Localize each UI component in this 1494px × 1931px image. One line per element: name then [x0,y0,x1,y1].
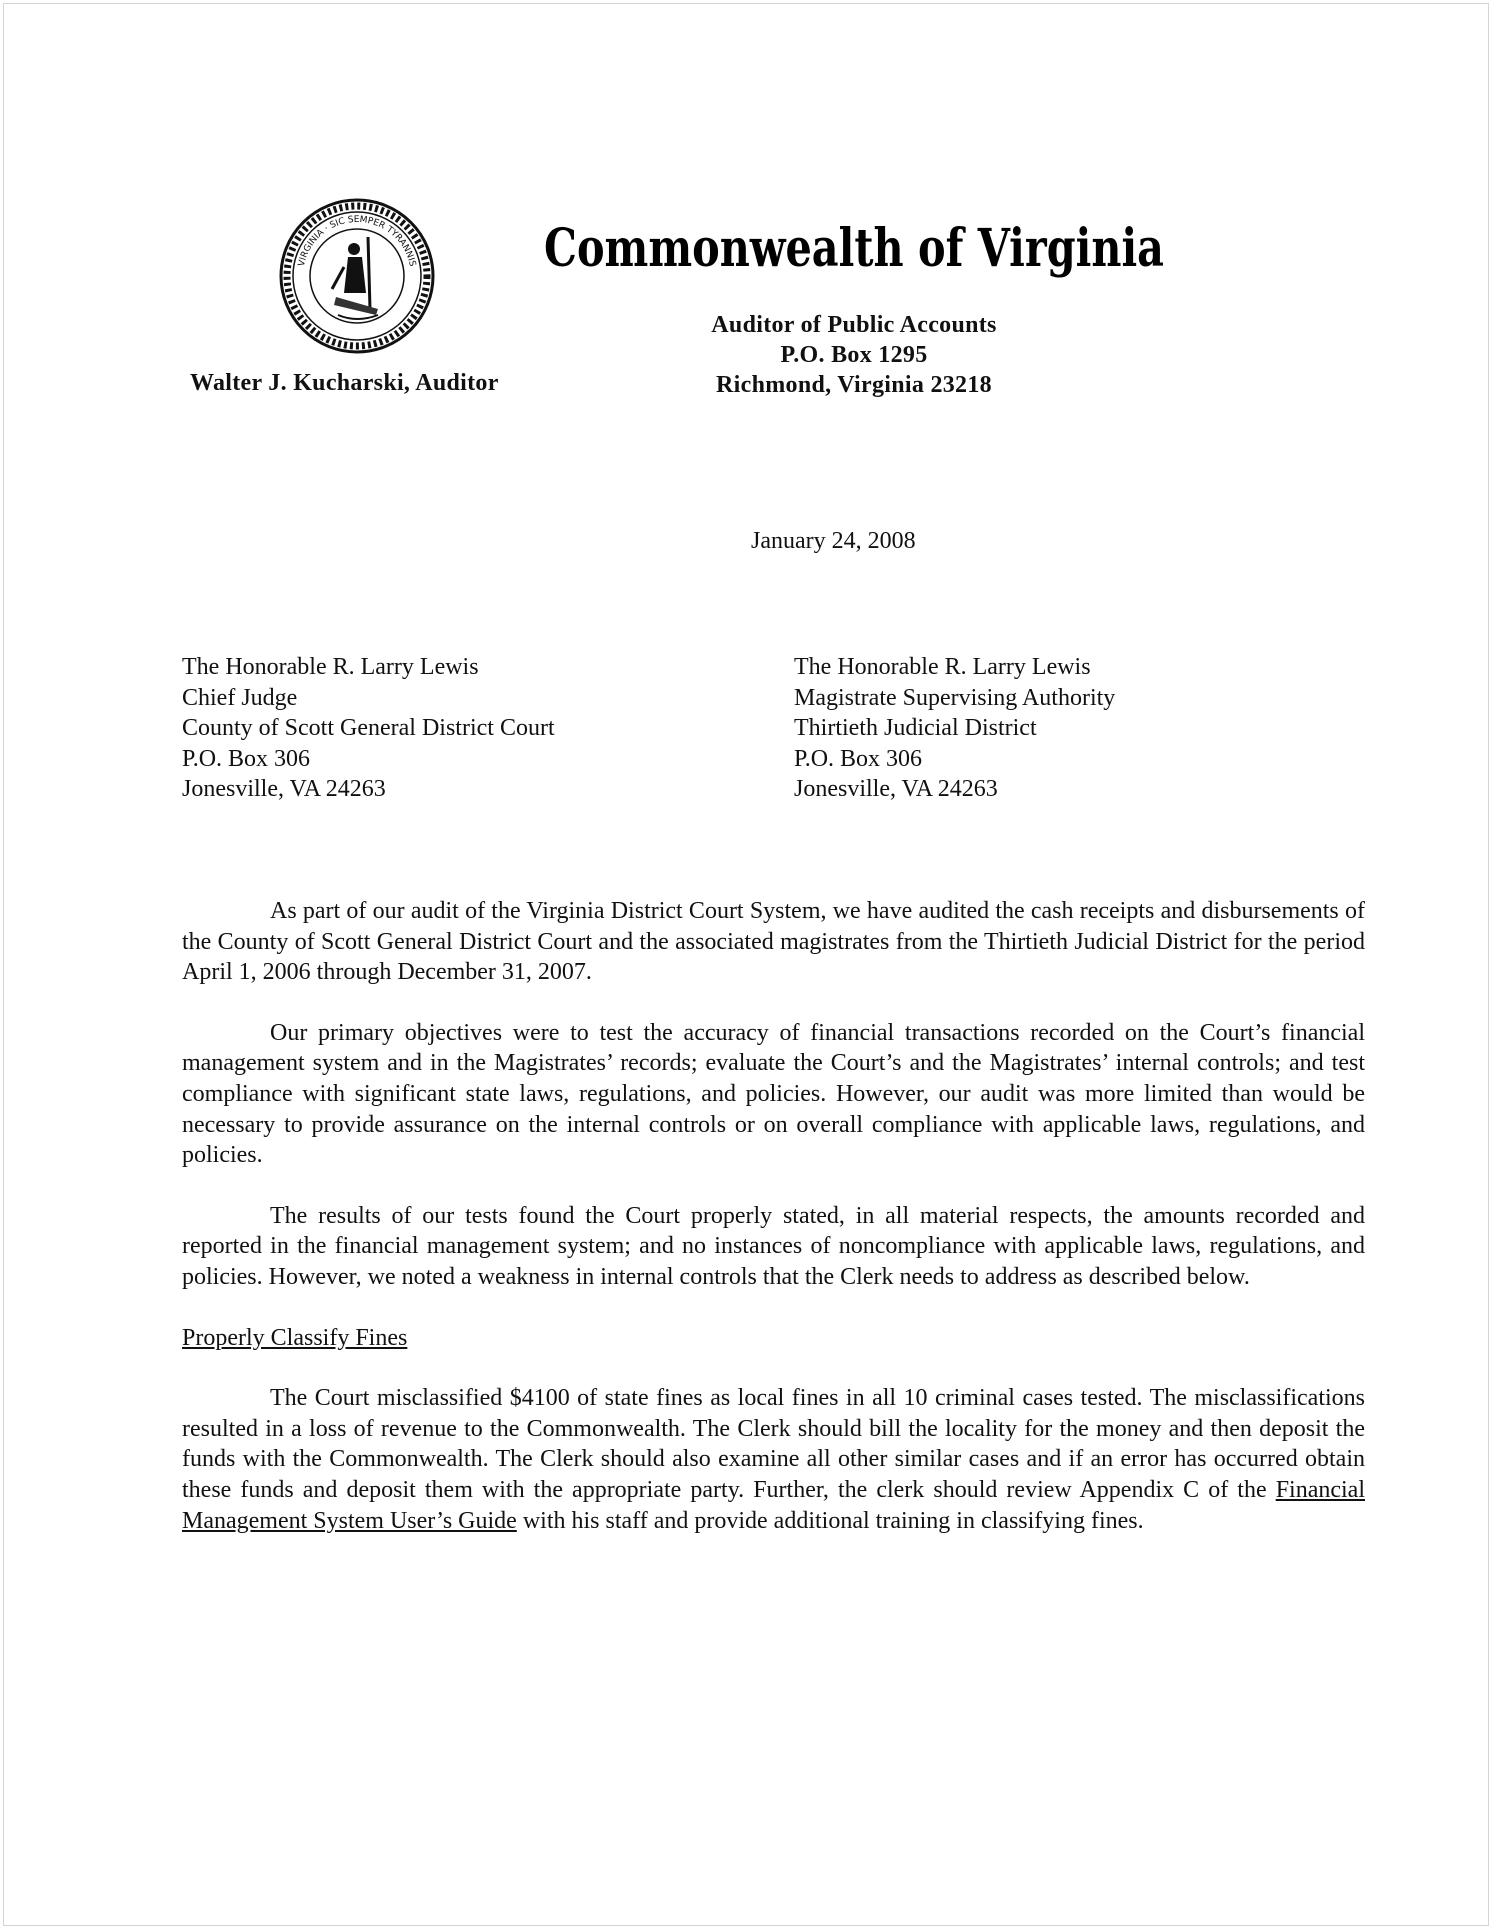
paragraph-finding [182,1383,1365,1536]
commonwealth-title [544,216,1184,284]
addressee-right-line: Magistrate Supervising Authority [794,684,1116,711]
addressee-left-line: County of Scott General District Court [182,715,555,741]
finding-text-end: with his staff and provide additional training in classifying fines. [516,1507,1144,1534]
finding-heading: Properly Classify Fines [182,1324,408,1351]
virginia-state-seal-icon [278,197,436,355]
addressee-right [794,652,1115,805]
paragraph-results: The results of our tests found the Court properly stated, in all material respects, the amounts recorded and reported in the financial management system; and no instances of noncompliance with applicable laws, regulations, and policies. However, we noted a weakness in internal controls that the Clerk needs to address as described below. [182,1202,1365,1290]
addressee-left-line: The Honorable R. Larry Lewis [182,654,479,680]
auditor-name: Walter J. Kucharski, Auditor [190,370,499,396]
agency-address [644,310,1064,400]
addressee-right-line: Jonesville, VA 24263 [794,776,998,802]
seal-text: VIRGINIA · SIC SEMPER TYRANNIS [296,214,418,268]
svg-text:Commonwealth of Virginia: Commonwealth of Virginia [544,218,1164,279]
letter-page [3,3,1489,1926]
paragraph-objectives: Our primary objectives were to test the accuracy of financial transactions recorded on the Court’s financial management system and in the Magistrates’ records; evaluate the Court’s and the Magistrates’ internal controls; and test compliance with significant state laws, regulations, and policies. However, our audit was more limited than would be necessary to provide assurance on the internal controls or on overall compliance with applicable laws, regulations, and policies. [182,1019,1365,1169]
addressee-right-line: Thirtieth Judicial District [794,715,1037,741]
addressee-left-line: Jonesville, VA 24263 [182,776,386,802]
addressee-left-line: Chief Judge [182,684,298,711]
users-guide-reference: Financial Management System User’s Guide [182,1476,1365,1534]
addressee-right-line: The Honorable R. Larry Lewis [794,654,1091,680]
addressee-right-line: P.O. Box 306 [794,745,923,772]
addressee-left [182,652,555,805]
agency-name: Auditor of Public Accounts [711,312,997,338]
agency-po-box: P.O. Box 1295 [780,342,928,368]
addressee-left-line: P.O. Box 306 [182,745,311,772]
finding-text: The Court misclassified $4100 of state fines as local fines in all 10 criminal cases tested. The misclassifications resulted in a loss of revenue to the Commonwealth. The Clerk should bill the locality for the money and then deposit the funds with the Commonwealth. The Clerk should also examine all other similar cases and if an error has occurred obtain these funds and deposit them with the appropriate party. Further, the clerk should review Appendix C of the [182,1385,1365,1503]
letter-date: January 24, 2008 [751,528,916,554]
paragraph-audit-scope: As part of our audit of the Virginia District Court System, we have audited the cash receipts and disbursements of the County of Scott General District Court and the associated magistrates from the Thirtieth Judicial District for the period April 1, 2006 through December 31, 2007. [182,898,1365,986]
letter-body [182,896,1365,1566]
agency-city: Richmond, Virginia 23218 [716,372,992,398]
